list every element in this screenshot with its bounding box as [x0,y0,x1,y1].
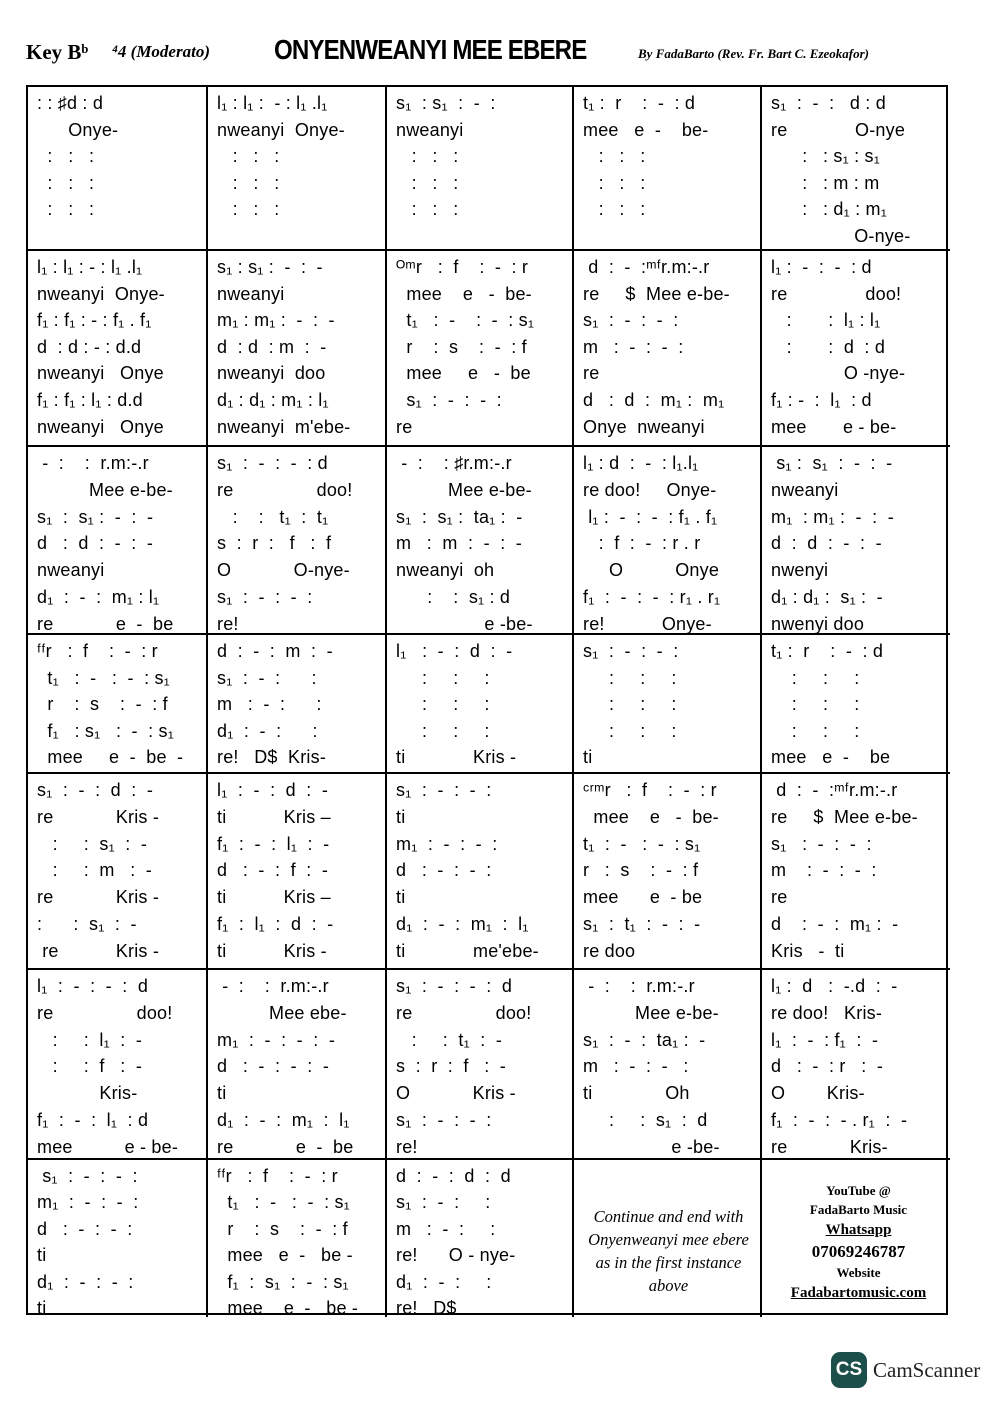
solfa-line: mee e - be- [37,1136,179,1157]
solfa-line: nweanyi m'ebe- [217,416,351,437]
solfa-line: s₁ : t₁ : - : - [583,913,701,934]
solfa-line: d : d : - : - [37,533,154,554]
solfa-line: : : : [217,199,280,220]
solfa-line: : : : [583,172,646,193]
solfa-line: s₁ : - : d : d [771,93,886,113]
solfa-line: s₁ : - : - : [583,641,679,661]
solfa-line: r : s : - : f [583,860,699,881]
solfa-line: f₁ : f₁ : - : f₁ . f₁ [37,310,152,331]
solfa-line: nweanyi [396,119,464,140]
score-cell [387,447,574,635]
solfa-line: d : d : - : - [771,533,882,554]
solfa-line: re! O - nye- [396,1245,516,1266]
solfa-line: d₁ : d₁ : s₁ : - [771,586,883,607]
solfa-line: mee e - be [771,747,891,768]
solfa-line: re e - be [217,1136,354,1157]
solfa-line: ᶜʳᵐr : f : - : r [583,780,717,800]
solfa-line: l₁ : d : -.d : - [771,976,898,996]
solfa-line: m : - : : [217,694,322,715]
solfa-line: nweanyi [771,479,839,500]
solfa-line: ti [37,1245,47,1266]
solfa-line: : : : [583,667,677,688]
solfa-line: : : ♯d : d [37,93,104,113]
solfa-line: Onye- [37,119,119,140]
solfa-line: nweanyi [37,560,105,581]
solfa-line: d : d : m₁ : m₁ [583,389,725,410]
solfa-line: re! D$ [396,1298,457,1317]
solfa-line: f₁ : f₁ : l₁ : d.d [37,389,143,410]
solfa-line: d₁ : - : - : [37,1271,134,1292]
solfa-line: m : - : - : [583,1056,689,1077]
solfa-line: mee e - be - [37,747,184,768]
solfa-line: : : : [583,146,646,167]
score-cell [387,1160,574,1317]
camscanner-watermark [831,1350,991,1390]
solfa-line: Mee e-be- [583,1002,719,1023]
camscanner-label: CamScanner [873,1358,981,1382]
solfa-line: s₁ : - : - : d [217,453,328,473]
solfa-line: re Kris - [37,887,160,908]
score-cell [387,87,574,251]
solfa-line: ti Oh [583,1083,690,1104]
solfa-line: re doo! Onye- [583,479,717,500]
solfa-line: : : m : m [771,172,880,193]
solfa-line: ti [37,1298,47,1317]
score-cell [208,774,387,970]
score-cell [28,774,208,970]
solfa-line: s₁ : - : d : - [37,780,154,800]
solfa-line: s₁ : s₁ : - : - [771,453,893,473]
score-cell [762,970,950,1160]
solfa-line: - : : r.m:-.r [583,976,695,996]
solfa-line: Mee e-be- [396,479,532,500]
solfa-line: s : r : f : f [217,533,332,554]
score-cell [574,774,762,970]
solfa-line: ti Kris - [396,747,517,768]
solfa-line: m : m : - : - [396,533,522,554]
solfa-line: r : s : - : f [37,694,168,715]
solfa-line: O O-nye- [217,560,350,581]
score-cell [762,774,950,970]
solfa-line: mee e - be - [217,1298,359,1317]
solfa-line: d : - : f : - [217,860,329,881]
solfa-line: : : s₁ : d [583,1109,708,1130]
solfa-line: re [583,363,600,384]
solfa-line: : : : [37,199,95,220]
solfa-line: O Kris- [771,1083,865,1104]
solfa-line: re $ Mee e-be- [583,283,730,304]
solfa-line: l₁ : l₁ : - : l₁ .l₁ [37,257,143,277]
whatsapp-label: Whatsapp [825,1222,892,1238]
solfa-line: : : f : - [37,1056,143,1077]
solfa-line: re doo [583,940,636,961]
solfa-line: s₁ : - : - : [396,389,502,410]
solfa-line: nweanyi Onye- [217,119,345,140]
solfa-line: f₁ : s₁ : - : s₁ [37,720,175,741]
solfa-line: O Kris - [396,1083,516,1104]
key-signature: Key Bᵇ [26,40,89,64]
solfa-line: l₁ : - : - : f₁ . f₁ [583,506,718,527]
solfa-line: mee e - be- [771,416,897,437]
score-cell [208,447,387,635]
solfa-line: d : d : m : - [217,336,327,357]
score-cell [762,251,950,447]
solfa-line: re doo! [771,283,902,304]
solfa-line: r : s : - : f [217,1218,348,1239]
solfa-line: ᶠᶠr : f : - : r [37,641,158,661]
solfa-line: : : : [771,694,860,715]
solfa-line: s₁ : - : - : [771,833,872,854]
time-tempo: ⁴4 (Moderato) [112,42,210,61]
score-cell [208,251,387,447]
youtube-label: YouTube @ [826,1183,891,1198]
solfa-line: : f : - : r . r [583,533,701,554]
sheet-header [26,30,956,74]
solfa-line: mee e - be- [396,283,532,304]
solfa-line: l₁ : l₁ : - : l₁ .l₁ [217,93,328,113]
solfa-line: l₁ : - : d : - [217,780,329,800]
solfa-line: s₁ : - : - : [217,586,313,607]
solfa-line: m : - : - : [583,336,684,357]
solfa-line: s₁ : - : : [396,1192,491,1213]
solfa-line: d : - : m₁ : - [771,913,899,934]
solfa-line: : : : [396,199,459,220]
solfa-line: : : : [37,172,95,193]
solfa-line: s₁ : - : ta₁ : - [583,1029,706,1050]
solfa-line: l₁ : d : - : l₁.l₁ [583,453,699,473]
score-cell [28,970,208,1160]
solfa-line: ti [396,806,406,827]
solfa-line: d : d : - : d.d [37,336,142,357]
solfa-line: : : : [396,720,490,741]
solfa-line: re [771,887,788,908]
solfa-line: s₁ : s₁ : - : - [37,506,154,527]
solfa-line: : : : [217,172,280,193]
solfa-line: : : t₁ : t₁ [217,506,329,527]
solfa-line: f₁ : - : l₁ : d [37,1109,149,1130]
solfa-line: Kris- [37,1083,138,1104]
solfa-line: - : : ♯r.m:-.r [396,453,512,473]
solfa-line: ti [217,1083,227,1104]
solfa-line: l₁ : - : d : - [396,641,513,661]
solfa-line: : : l₁ : l₁ [771,310,881,331]
solfa-line: re! D$ Kris- [217,747,327,768]
solfa-line: d₁ : - : m₁ : l₁ [217,1109,350,1130]
solfa-line: nwenyi [771,560,829,581]
solfa-line: : : l₁ : - [37,1029,143,1050]
solfa-line: re Kris - [37,940,160,961]
solfa-line: : : : [583,720,677,741]
solfa-line: re! [396,1136,418,1157]
score-cell [387,635,574,774]
solfa-line: Kris - ti [771,940,845,961]
solfa-line: t₁ : - : - : s₁ [217,1192,350,1213]
solfa-line: d : - : - : [396,860,492,881]
solfa-line: : : : [217,146,280,167]
solfa-line: ti Kris – [217,806,331,827]
solfa-line: m₁ : m₁ : - : - [217,310,335,331]
solfa-line: : : d₁ : m₁ [771,199,887,220]
closing-instruction: Continue and end with Onyenweanyi mee ebere as in the first instance above [588,1207,749,1295]
solfa-line: : : : [396,694,490,715]
solfa-line: : : : [396,146,459,167]
website-link[interactable]: Fadabartomusic.com [790,1285,927,1301]
score-cell [208,970,387,1160]
camscanner-logo-icon: CS [831,1352,867,1388]
solfa-line: nweanyi Onye [37,363,164,384]
solfa-line: ti [396,887,406,908]
solfa-line: : : s₁ : d [396,586,511,607]
solfa-line: l₁ : - : - : d [771,257,872,277]
solfa-line: nweanyi Onye- [37,283,165,304]
solfa-line: e -be- [583,1136,720,1157]
solfa-line: l₁ : - : f₁ : - [771,1029,879,1050]
score-cell [28,635,208,774]
solfa-line: m₁ : - : - : [396,833,498,854]
score-cell [762,447,950,635]
solfa-line: nweanyi oh [396,560,495,581]
solfa-line: ti Kris - [217,940,327,961]
solfa-line: s₁ : - : - : [396,780,492,800]
solfa-line: ᶠᶠr : f : - : r [217,1166,338,1186]
solfa-line: : : t₁ : - [396,1029,503,1050]
solfa-line: nweanyi Onye [37,416,164,437]
solfa-line: d₁ : d₁ : m₁ : l₁ [217,389,329,410]
solfa-line: mee e - be- [583,806,719,827]
solfa-line: nwenyi doo [771,613,865,634]
solfa-line: - : : r.m:-.r [37,453,149,473]
score-cell [28,447,208,635]
solfa-line: m₁ : m₁ : - : - [771,506,894,527]
solfa-line: mee e - be [396,363,531,384]
solfa-line: : : : [583,694,677,715]
score-cell [762,635,950,774]
solfa-line: mee e - be [583,887,703,908]
solfa-line: l₁ : - : - : d [37,976,149,996]
solfa-line: d : - :ᵐᶠr.m:-.r [583,257,710,277]
score-cell [387,970,574,1160]
solfa-line: e -be- [396,613,533,634]
score-cell [208,1160,387,1317]
solfa-line: s₁ : - : : [217,667,317,688]
solfa-line: d : - : d : d [396,1166,511,1186]
solfa-line: f₁ : - : - . r₁ : - [771,1109,908,1130]
solfa-line: re doo! [217,479,353,500]
solfa-line: : : : [37,146,95,167]
solfa-line: s₁ : - : - : d [396,976,513,996]
solfa-line: : : s₁ : - [37,833,148,854]
phone-number: 07069246787 [811,1242,906,1261]
solfa-line: d : - : r : - [771,1056,884,1077]
solfa-line: ti me'ebe- [396,940,539,961]
solfa-line: ti [583,747,593,768]
solfa-line: : : s₁ : - [37,913,137,934]
solfa-line: d : - : - : [37,1218,133,1239]
solfa-line: : : : [396,172,459,193]
solfa-line: f₁ : s₁ : - : s₁ [217,1271,349,1292]
solfa-line: Mee e-be- [37,479,173,500]
contact-cell [762,1160,950,1317]
solfa-line: nweanyi [217,283,285,304]
solfa-line: re O-nye [771,119,906,140]
contact-info [771,1163,946,1304]
solfa-line: re $ Mee e-be- [771,806,918,827]
closing-instruction-cell [574,1160,762,1317]
solfa-line: re Kris- [771,1136,888,1157]
solfa-line: O-nye- [771,225,911,246]
solfa-line: f₁ : - : - : r₁ . r₁ [583,586,721,607]
solfa-line: t₁ : - : - : s₁ [583,833,701,854]
solfa-line: mee e - be - [217,1245,353,1266]
solfa-line: s₁ : s₁ : ta₁ : - [396,506,523,527]
solfa-line: d : - : - : - [217,1056,330,1077]
solfa-line: d : - :ᵐᶠr.m:-.r [771,780,898,800]
solfa-score-grid [26,85,948,1315]
song-title: ONYENWEANYI MEE EBERE [274,34,587,65]
solfa-line: ti Kris – [217,887,331,908]
solfa-line: re Kris - [37,806,160,827]
solfa-line: d₁ : - : m₁ : l₁ [396,913,529,934]
solfa-line: d : - : m : - [217,641,333,661]
solfa-line: ᴼᵐr : f : - : r [396,257,529,277]
score-cell [574,447,762,635]
solfa-line: re! [217,613,239,634]
solfa-line: re doo! [396,1002,532,1023]
solfa-line: s₁ : - : - : [583,310,679,331]
score-cell [574,635,762,774]
solfa-line: d₁ : - : : [217,720,318,741]
solfa-line: f₁ : - : l₁ : d [771,389,872,410]
solfa-line: d₁ : - : : [396,1271,492,1292]
score-cell [762,87,950,251]
solfa-line: Onye nweanyi [583,416,705,437]
solfa-line: d₁ : - : m₁ : l₁ [37,586,160,607]
solfa-line: s : r : f : - [396,1056,507,1077]
solfa-line: s₁ : s₁ : - : - [217,257,323,277]
solfa-line: : : : [396,667,490,688]
solfa-line: s₁ : - : - : [396,1109,492,1130]
website-label: Website [836,1265,881,1280]
solfa-line: : : : [771,667,860,688]
score-cell [574,251,762,447]
score-cell [387,774,574,970]
solfa-line: r : s : - : f [396,336,527,357]
score-cell [574,970,762,1160]
solfa-line: m₁ : - : - : - [217,1029,336,1050]
solfa-line: : : s₁ : s₁ [771,146,880,167]
score-cell [208,635,387,774]
score-cell [574,87,762,251]
solfa-line: : : d : d [771,336,886,357]
solfa-line: t₁ : - : - : s₁ [37,667,170,688]
score-cell [28,1160,208,1317]
score-cell [28,87,208,251]
solfa-line: - : : r.m:-.r [217,976,329,996]
solfa-line: f₁ : - : l₁ : - [217,833,330,854]
solfa-line: re [396,416,413,437]
solfa-line: Mee ebe- [217,1002,347,1023]
solfa-line: f₁ : l₁ : d : - [217,913,334,934]
solfa-line: re e - be [37,613,174,634]
youtube-channel: FadaBarto Music [809,1202,908,1217]
solfa-line: t₁ : r : - : d [583,93,696,113]
solfa-line: m₁ : - : - : [37,1192,139,1213]
solfa-line: re doo! [37,1002,173,1023]
solfa-line: m : - : : [396,1218,496,1239]
score-cell [28,251,208,447]
solfa-line: nweanyi doo [217,363,326,384]
solfa-line: O Onye [583,560,720,581]
solfa-line: mee e - be- [583,119,709,140]
solfa-line: : : m : - [37,860,153,881]
solfa-line: re doo! Kris- [771,1002,883,1023]
score-cell [208,87,387,251]
solfa-line: s₁ : - : - : [37,1166,138,1186]
solfa-line: : : : [771,720,860,741]
solfa-line: : : : [583,199,646,220]
score-cell [387,251,574,447]
solfa-line: t₁ : r : - : d [771,641,884,661]
solfa-line: s₁ : s₁ : - : [396,93,496,113]
solfa-line: O -nye- [771,363,906,384]
solfa-line: re! Onye- [583,613,712,634]
solfa-line: m : - : - : [771,860,877,881]
solfa-line: t₁ : - : - : s₁ [396,310,535,331]
composer-credit: By FadaBarto (Rev. Fr. Bart C. Ezeokafor) [638,46,870,61]
